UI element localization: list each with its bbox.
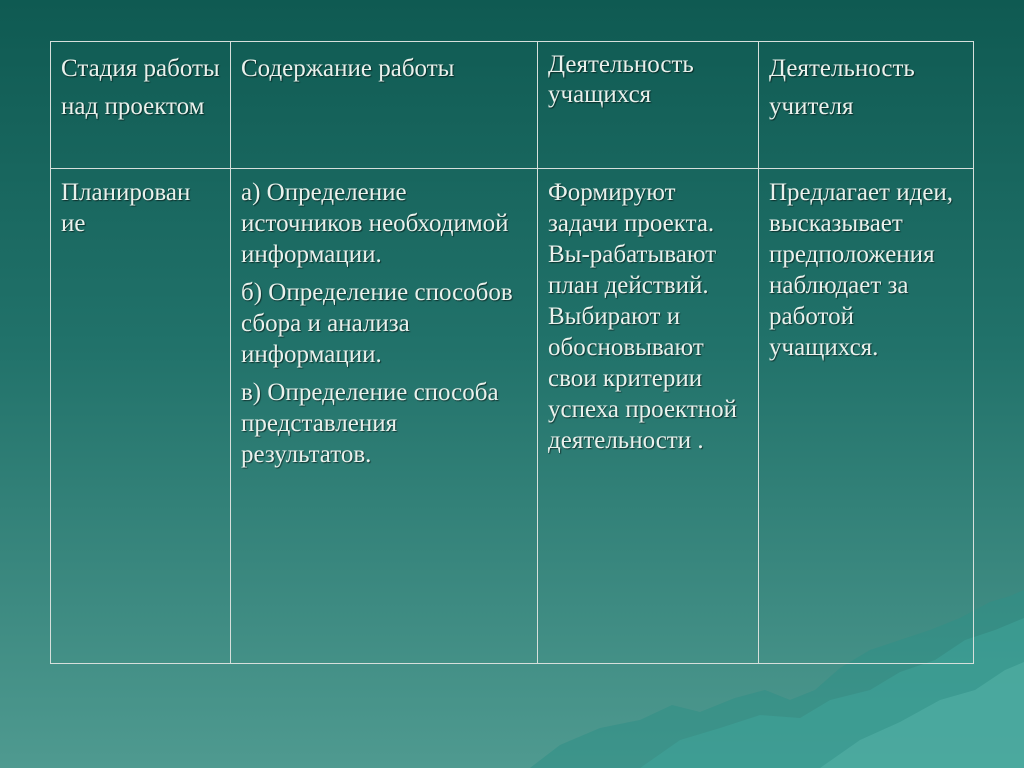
content-item: а) Определение источников необходимой информации. — [241, 179, 509, 268]
teacher-text: Предлагает идеи, высказывает предположения наблюдает за работой учащихся. — [769, 179, 954, 361]
cell-stage — [51, 169, 231, 664]
table-row — [51, 169, 974, 664]
cell-teacher — [759, 169, 974, 664]
header-teacher: Деятельность учителя — [759, 42, 974, 169]
cell-content — [231, 169, 538, 664]
header-content: Содержание работы — [231, 42, 538, 169]
project-stage-table — [50, 41, 974, 664]
stage-text: Планирован ие — [61, 179, 191, 237]
header-students: Деятельность учащихся — [538, 42, 759, 169]
table-header-row — [51, 42, 974, 169]
content-item: в) Определение способа представления результатов. — [241, 379, 499, 468]
students-text: Формируют задачи проекта. Вы-рабатывают план действий. Выбирают и обосновывают свои критерии успеха проектной деятельности . — [548, 179, 738, 454]
content-item: б) Определение способов сбора и анализа информации. — [241, 279, 513, 368]
cell-students — [538, 169, 759, 664]
header-stage: Стадия работы над проектом — [51, 42, 231, 169]
